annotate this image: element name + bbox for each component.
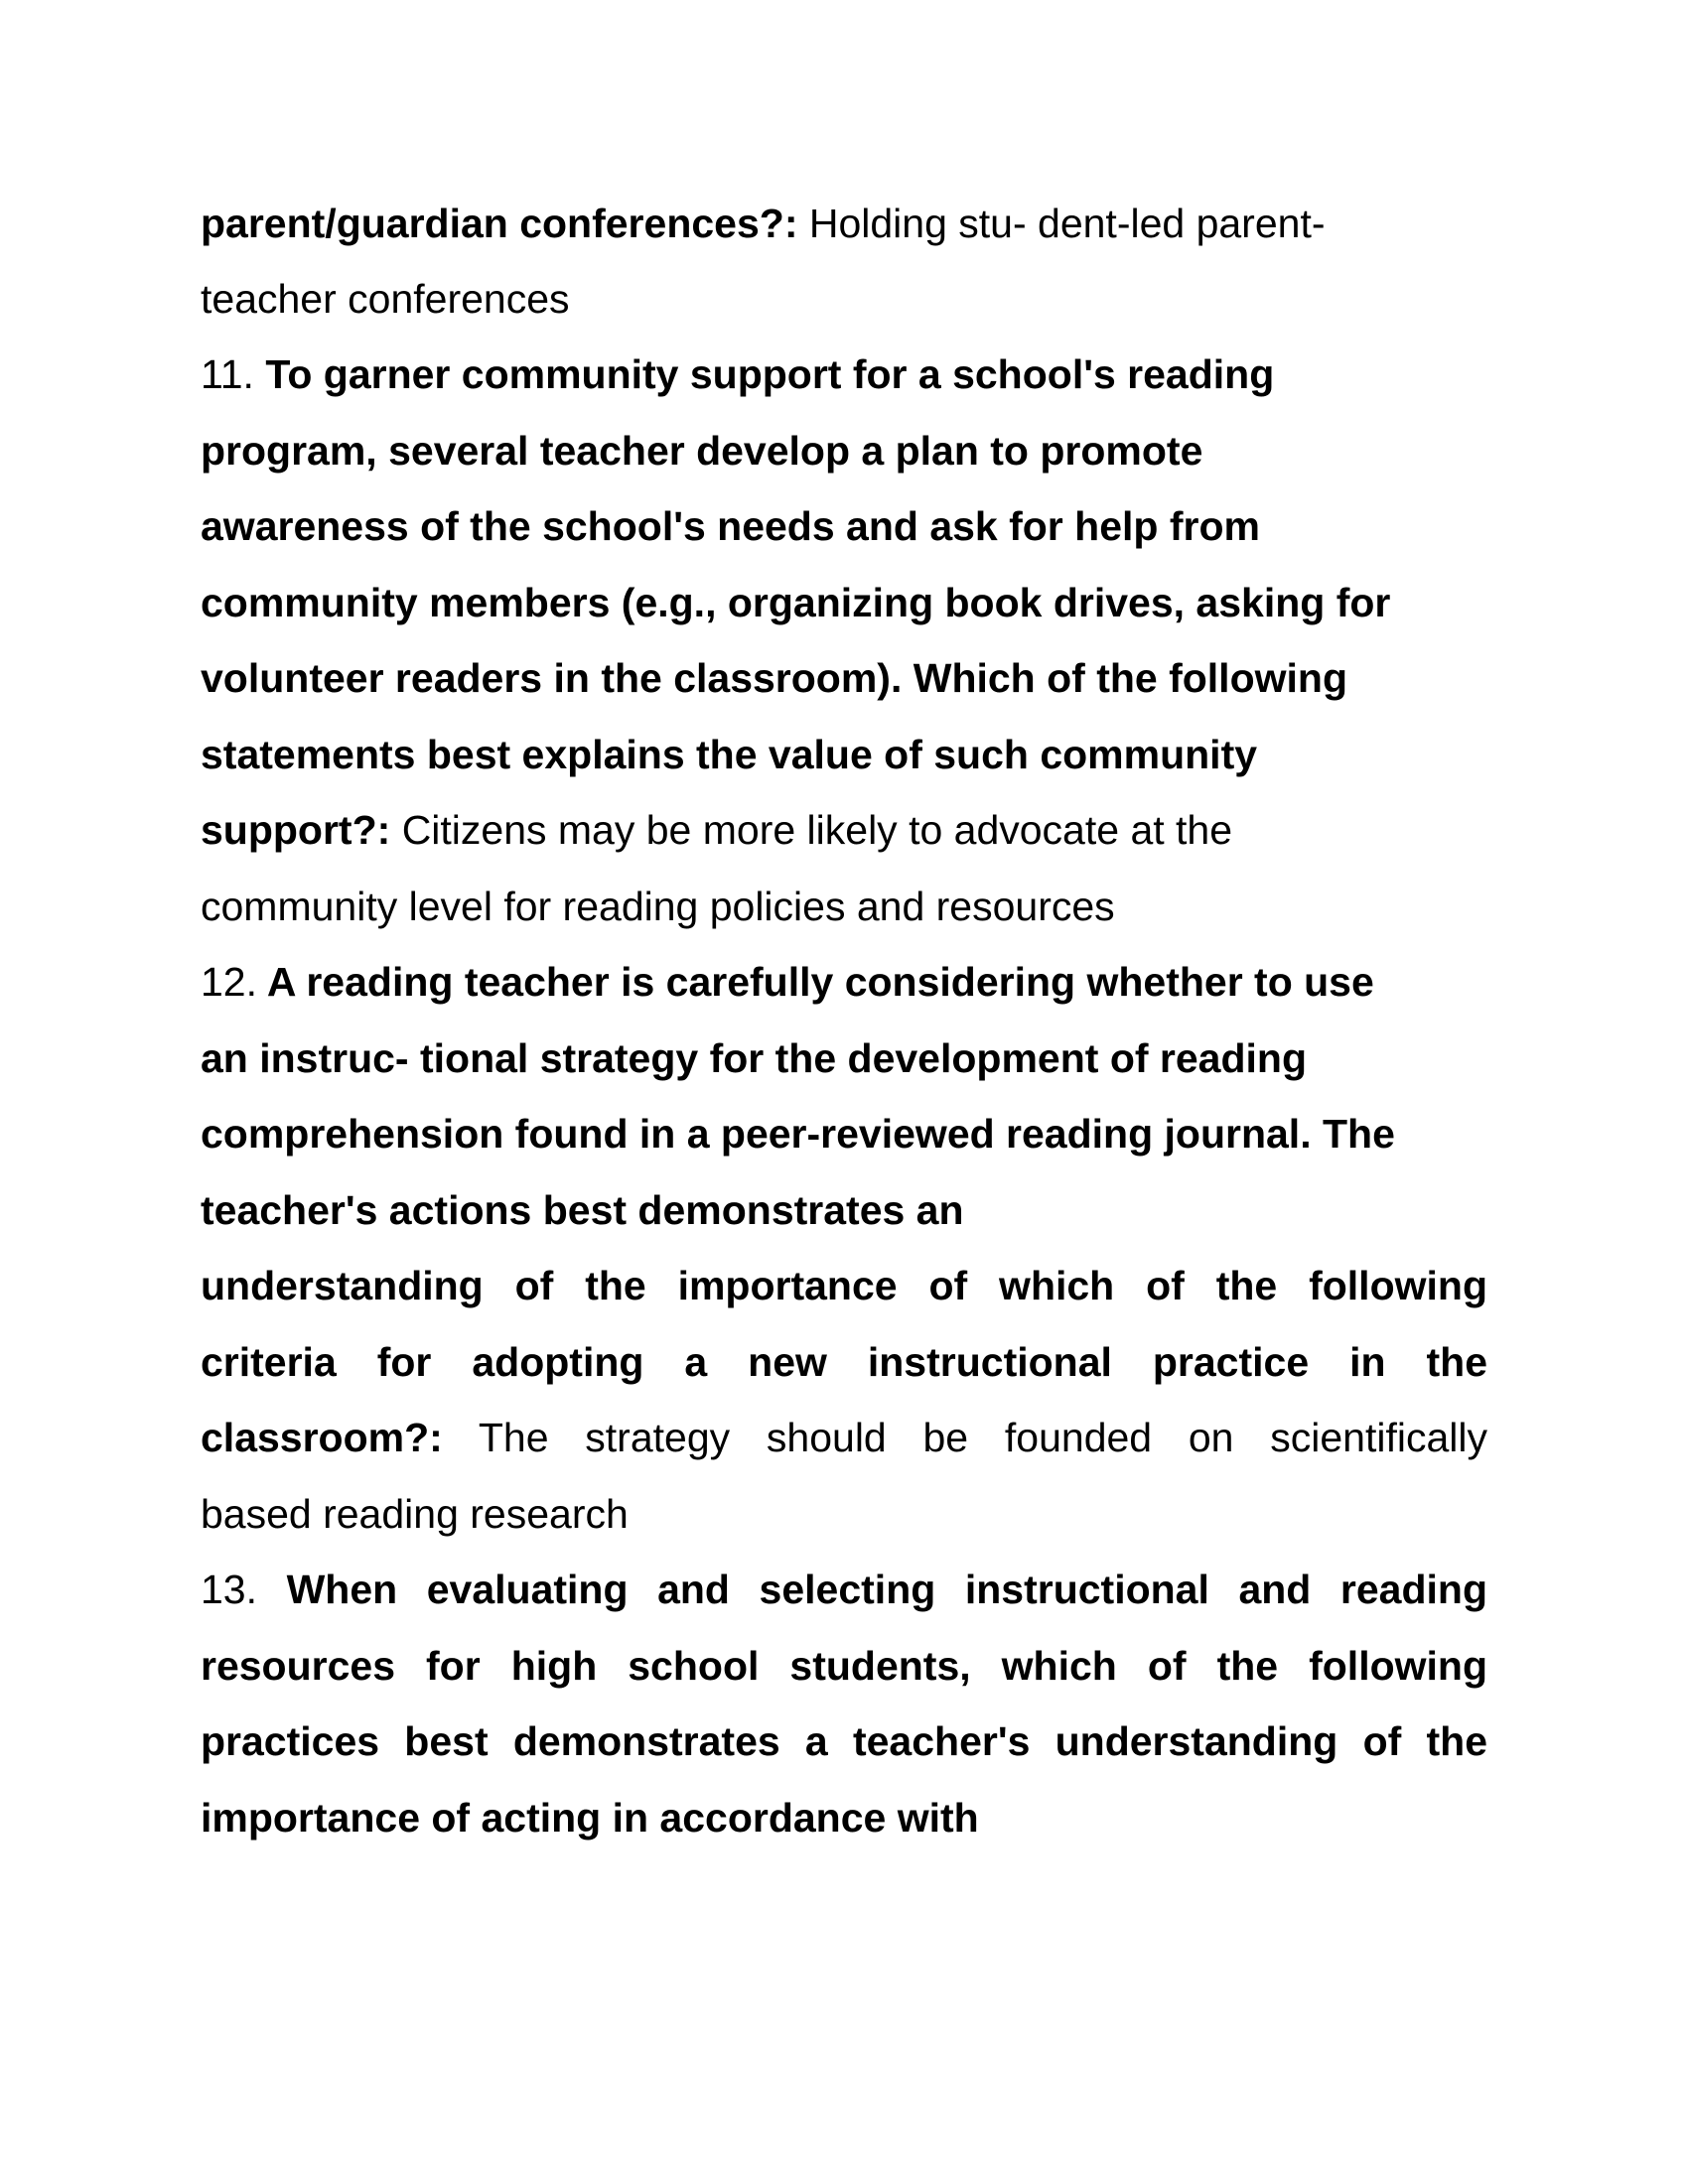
q11-answer-continued: community level for reading policies and resources [201,884,1115,929]
q11-question-text: volunteer readers in the classroom). Which of the following [201,655,1347,701]
q13-line-4 [201,1795,1487,1873]
q11-line-5 [201,655,1487,734]
q10-answer-line [201,276,1487,354]
q10-question-tail: parent/guardian conferences?: [201,201,798,246]
q11-question: To garner community support for a school's reading [253,351,1275,397]
q12-question-text: an instruc- tional strategy for the development of reading [201,1035,1307,1081]
q11-line-1 [201,351,1487,430]
q11-line-4 [201,580,1487,658]
q13-question-text: importance of acting in accordance with [201,1795,979,1841]
q11-number: 11. [201,351,254,397]
q12-question-text: comprehension found in a peer-reviewed reading journal. The [201,1111,1395,1157]
q12-number: 12. [201,959,257,1005]
q11-answer: Citizens may be more likely to advocate at the [390,807,1233,853]
q11-question-text: program, several teacher develop a plan to promote [201,428,1203,474]
q12-line-2 [201,1035,1487,1114]
q11-question-text: awareness of the school's needs and ask for help from [201,503,1260,549]
q12-question: A reading teacher is carefully considering whether to use [257,959,1374,1005]
q12-line-3 [201,1111,1487,1189]
q10-answer-continued: teacher conferences [201,276,570,322]
q13-number: 13. [201,1567,257,1612]
q11-question-end: support?: [201,807,391,853]
q12-line-8 [201,1491,1487,1570]
q12-question-end: classroom?: [201,1415,443,1460]
q13-line-3: practices best demonstrates a teacher's understanding of the [201,1718,1487,1764]
q12-answer: The strategy should be founded on scientifically [442,1415,1487,1460]
q12-line-5: understanding of the importance of which of the following [201,1263,1487,1308]
q12-question-text: teacher's actions best demonstrates an [201,1187,964,1233]
q12-line-7 [201,1415,1487,1493]
q12-line-6: criteria for adopting a new instructional practice in the [201,1339,1487,1385]
q12-answer-continued: based reading research [201,1491,629,1537]
q11-line-2 [201,428,1487,506]
q11-line-8 [201,884,1487,962]
q13-line-1 [201,1567,1487,1645]
q10-answer: Holding stu- dent-led parent- [797,201,1326,246]
q13-line-2: resources for high school students, which of the following [201,1643,1487,1689]
q11-line-6 [201,732,1487,810]
q11-line-7 [201,807,1487,886]
q11-question-text: statements best explains the value of such community [201,732,1258,777]
q13-question: When evaluating and selecting instructional and reading [257,1567,1487,1612]
q11-question-text: community members (e.g., organizing book drives, asking for [201,580,1391,625]
q10-question-tail-line [201,201,1487,279]
q11-line-3 [201,503,1487,582]
q12-line-4 [201,1187,1487,1266]
q12-line-1 [201,959,1487,1037]
